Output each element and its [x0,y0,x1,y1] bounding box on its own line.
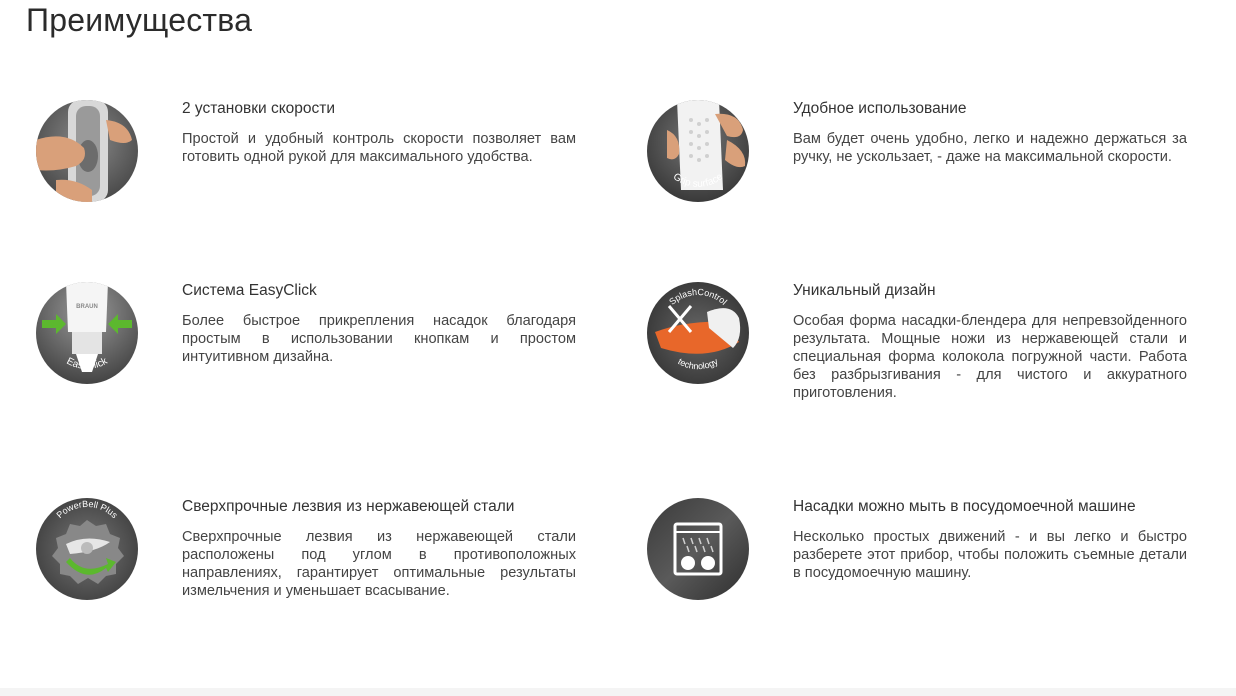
feature-comfortable-use [647,100,1207,240]
feature-description: Особая форма насадки-блендера для непревзойденного результата. Мощные ножи из нержавеющей стали и специальная форма колокола погружной части. Работа без разбрызгивания - для чистого и аккуратного приготовления. [793,313,1187,401]
feature-unique-design [647,282,1207,422]
splashcontrol-icon [647,282,749,384]
feature-description: Вам будет очень удобно, легко и надежно держаться за ручку, не ускользает, - даже на максимальной скорости. [793,131,1187,165]
page-title: Преимущества [26,2,253,38]
powerbell-blade-icon [36,498,138,600]
dishwasher-icon [647,498,749,600]
easyclick-icon [36,282,138,384]
splashcontrol-label: SplashControl [667,286,730,307]
feature-title: Уникальный дизайн [793,282,936,299]
feature-description: Несколько простых движений - и вы легко и быстро разберете этот прибор, чтобы положить съемные детали в посудомоечную машину. [793,529,1187,581]
feature-title: Удобное использование [793,100,967,117]
feature-speed-settings [36,100,596,240]
feature-title: Насадки можно мыть в посудомоечной машине [793,498,1136,515]
technology-label: technology [676,356,720,372]
speed-button-icon [36,100,138,202]
feature-description: Сверхпрочные лезвия из нержавеющей стали расположены под углом в противоположных направлениях, гарантирует оптимальные результаты измельчения и уменьшает всасывание. [182,529,576,599]
easyclick-label: EasyClick [64,355,110,372]
feature-easyclick [36,282,596,422]
brand-text: BRAUN [76,304,98,310]
feature-title: Система EasyClick [182,282,317,299]
feature-description: Более быстрое прикрепления насадок благодаря простым в использовании кнопкам и простом интуитивном дизайна. [182,313,576,365]
feature-description: Простой и удобный контроль скорости позволяет вам готовить одной рукой для максимального удобства. [182,131,576,165]
feature-title: Сверхпрочные лезвия из нержавеющей стали [182,498,515,515]
footer-divider [0,688,1236,696]
feature-title: 2 установки скорости [182,100,336,117]
grip-surface-icon [647,100,749,202]
grip-surface-label: Grip surface [670,171,726,190]
powerbell-label: PowerBell Plus [54,498,120,521]
feature-stainless-blades [36,498,596,638]
feature-dishwasher-safe [647,498,1207,638]
